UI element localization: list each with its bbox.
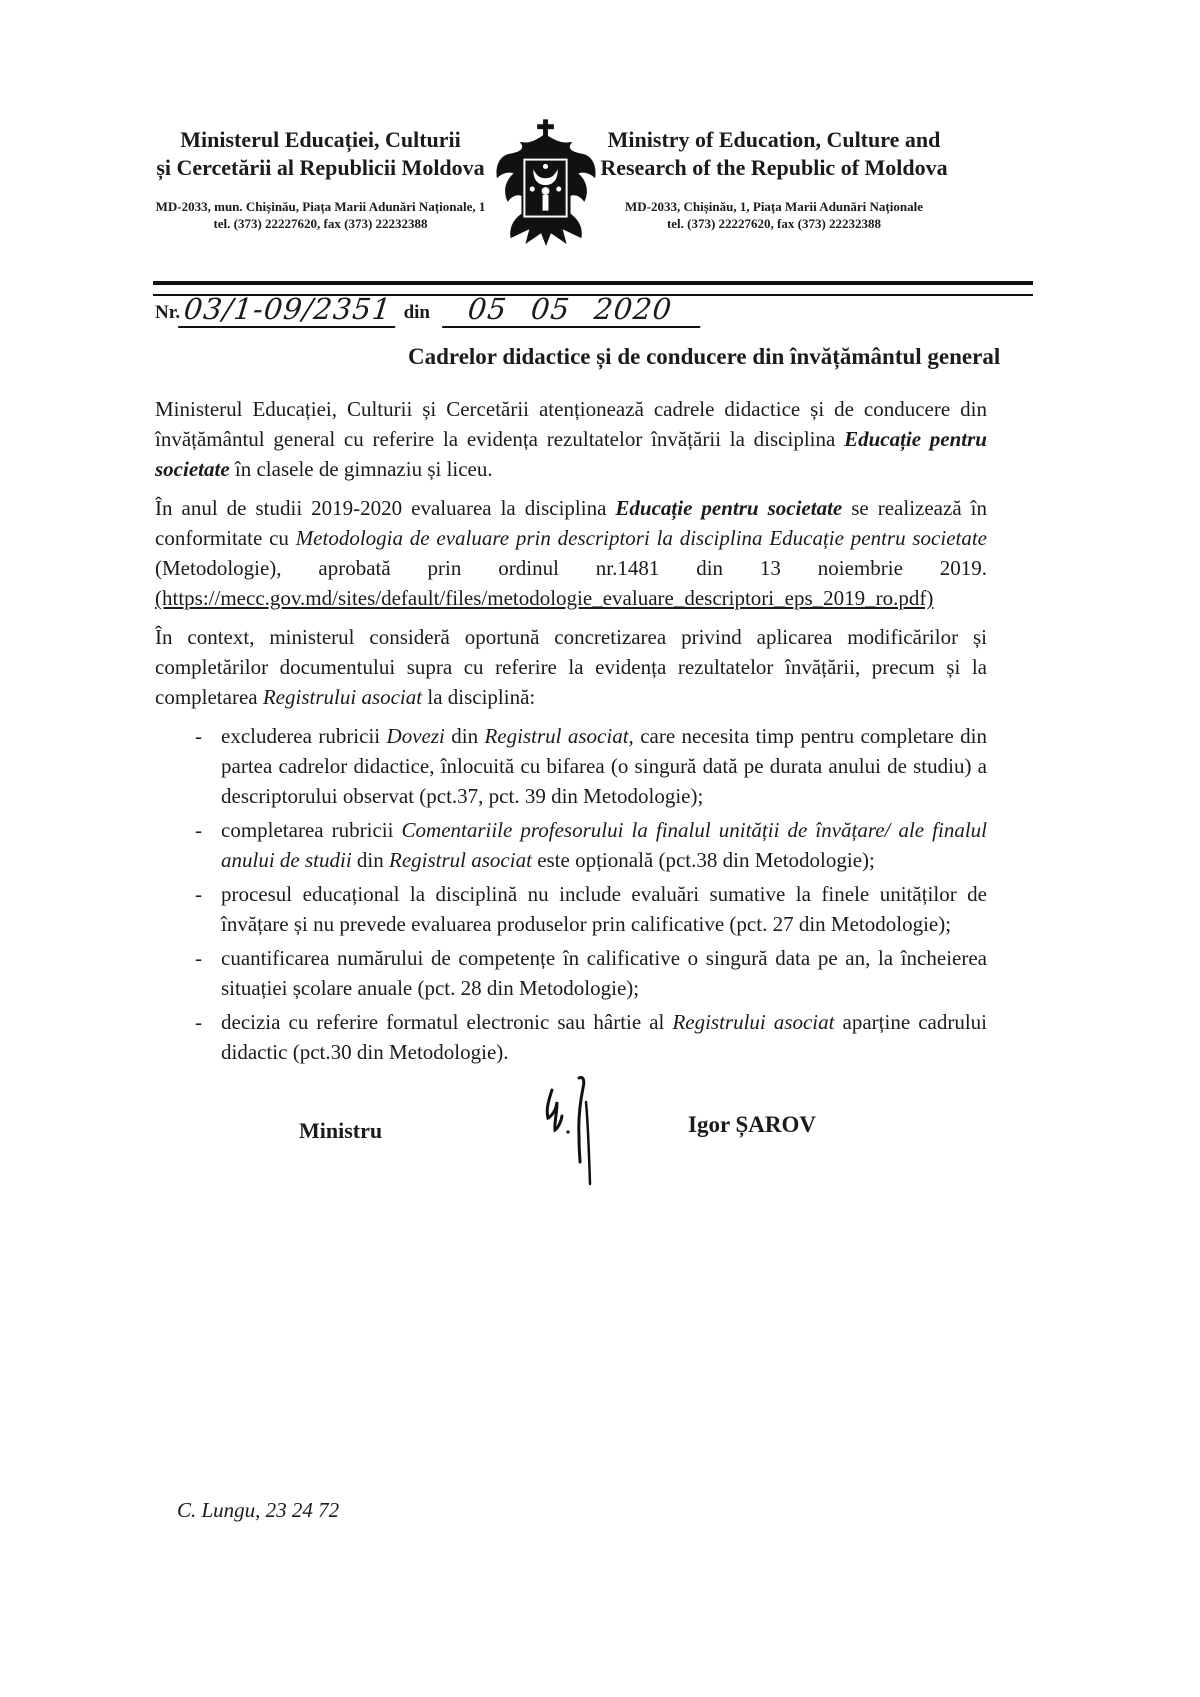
reference-nr-label: Nr. <box>155 302 181 323</box>
header-org-english <box>598 126 950 232</box>
paragraph-methodology: În anul de studii 2019-2020 evaluarea la disciplina Educație pentru societate se realizează în conformitate cu Metodologia de evaluare prin descriptori la disciplina Educație pentru societate (Metodologie), aprobată prin ordinul nr.1481 din 13 noiembrie 2019. (https://mecc.gov.md/sites/default/files/metodologie_evaluare_descriptori_eps_2019_ro.pdf) <box>155 496 987 610</box>
list-item-text: completarea rubricii Comentariile profesorului la finalul unității de învățare/ ale finalul anului de studii din Registrul asociat este opțională (pct.38 din Metodologie); <box>221 818 987 872</box>
header-org-romanian <box>148 126 493 232</box>
org-address-en-line2: tel. (373) 22227620, fax (373) 22232388 <box>666 216 882 231</box>
bullet-list <box>155 721 987 1067</box>
bullet-dash-marker: - <box>195 946 202 970</box>
bullet-dash-marker: - <box>195 818 202 842</box>
reference-nr-value: 03/1-09/2351 <box>178 292 399 328</box>
minister-signature <box>538 1072 608 1192</box>
org-name-en <box>598 126 950 182</box>
org-name-ro <box>148 126 493 182</box>
reference-date-value: 05 05 2020 <box>442 292 704 328</box>
list-item-text: decizia cu referire formatul electronic sau hârtie al Registrului asociat aparține cadrului didactic (pct.30 din Metodologie). <box>221 1010 987 1064</box>
reference-din-label: din <box>403 302 430 323</box>
list-item-text: procesul educațional la disciplină nu include evaluări sumative la finele unităților de învățare și nu prevede evaluarea produselor prin calificative (pct. 27 din Metodologie); <box>221 882 987 936</box>
moldova-coat-of-arms-icon <box>492 116 600 268</box>
org-name-en-line2: Research of the Republic of Moldova <box>600 155 948 180</box>
list-item-text: excluderea rubricii Dovezi din Registrul asociat, care necesita timp pentru completare din partea cadrelor didactice, înlocuită cu bifarea (o singură dată pe durata anului de studiu) a descriptorului observat (pct.37, pct. 39 din Metodologie); <box>221 724 987 808</box>
reference-line <box>155 292 1055 328</box>
bullet-dash-marker: - <box>195 1010 202 1034</box>
list-item <box>155 879 987 939</box>
list-item-text: cuantificarea numărului de competențe în calificative o singură data pe an, la încheierea situației școlare anuale (pct. 28 din Metodologie); <box>221 946 987 1000</box>
org-name-ro-line1: Ministerul Educației, Culturii <box>180 127 461 152</box>
org-name-en-line1: Ministry of Education, Culture and <box>607 127 941 152</box>
paragraph-context: În context, ministerul consideră oportună concretizarea privind aplicarea modificărilor și completărilor documentului supra cu referire la evidența rezultatelor învățării, precum și la completarea Registrului asociat la disciplină: <box>155 625 987 709</box>
paragraph-intro: Ministerul Educației, Culturii și Cercetării atenționează cadrele didactice și de conducere din învățământul general cu referire la evidența rezultatelor învățării la disciplina Educație pentru societate în clasele de gimnaziu și liceu. <box>155 397 987 481</box>
letter-addressee-title: Cadrelor didactice și de conducere din învățământul general <box>408 344 1001 369</box>
letter-body <box>155 394 987 1071</box>
bullet-dash-marker: - <box>195 724 202 748</box>
org-address-en <box>598 198 950 232</box>
org-address-ro-line1: MD-2033, mun. Chișinău, Piața Marii Adunări Naționale, 1 <box>155 199 486 214</box>
org-address-ro-line2: tel. (373) 22227620, fax (373) 22232388 <box>213 216 428 231</box>
list-item <box>155 1007 987 1067</box>
list-item <box>155 721 987 811</box>
signature-role-label: Ministru <box>299 1118 383 1143</box>
bullet-dash-marker: - <box>195 882 202 906</box>
signature-name: Igor ȘAROV <box>688 1112 817 1137</box>
org-address-en-line1: MD-2033, Chișinău, 1, Piața Marii Adunări Naționale <box>625 199 923 214</box>
org-name-ro-line2: și Cercetării al Republicii Moldova <box>156 155 485 180</box>
org-address-ro <box>148 198 493 232</box>
list-item <box>155 815 987 875</box>
list-item <box>155 943 987 1003</box>
contact-person-note: C. Lungu, 23 24 72 <box>177 1498 340 1522</box>
